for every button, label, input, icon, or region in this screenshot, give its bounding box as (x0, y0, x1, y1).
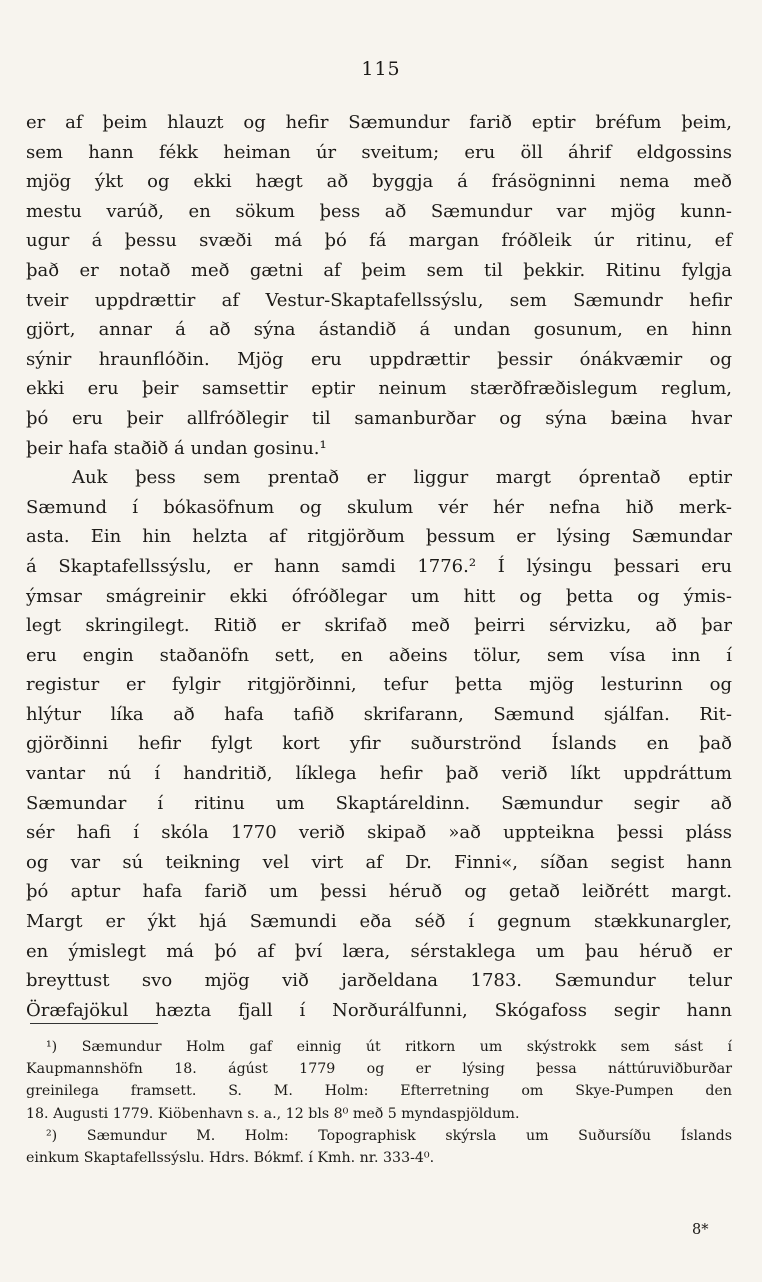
page-number: 115 (361, 58, 401, 80)
footnote-line: greinilega framsett. S. M. Holm: Efterretning om Skye-Pumpen den (26, 1083, 732, 1100)
text-line: þó eru þeir allfróðlegir til samanburðar og sýna bæina hvar (26, 407, 732, 429)
text-line: og var sú teikning vel virt af Dr. Finni«, síðan segist hann (26, 851, 732, 873)
text-line: Margt er ýkt hjá Sæmundi eða séð í gegnum stækkunargler, (26, 911, 732, 933)
footnote-divider (30, 1023, 158, 1024)
text-line: vantar nú í handritið, líklega hefir það verið líkt uppdráttum (26, 763, 732, 785)
printer-signature-mark: 8* (692, 1222, 709, 1238)
text-line: registur er fylgir ritgjörðinni, tefur þetta mjög lesturinn og (26, 674, 732, 696)
text-line: sem hann fékk heiman úr sveitum; eru öll áhrif eldgossins (26, 141, 732, 163)
footnote-line: ²) Sæmundur M. Holm: Topographisk skýrsla um Suðursíðu Íslands (46, 1127, 732, 1144)
text-line: Öræfajökul hæzta fjall í Norðurálfunni, Skógafoss segir hann (26, 999, 732, 1021)
text-line: breyttust svo mjög við jarðeldana 1783. Sæmundur telur (26, 970, 732, 992)
text-line: Sæmund í bókasöfnum og skulum vér hér nefna hið merk- (26, 496, 732, 518)
text-line: ekki eru þeir samsettir eptir neinum stærðfræðislegum reglum, (26, 378, 732, 400)
text-line: mestu varúð, en sökum þess að Sæmundur var mjög kunn- (26, 200, 732, 222)
footnote-line: ¹) Sæmundur Holm gaf einnig út ritkorn um skýstrokk sem sást í (46, 1039, 732, 1055)
text-line: ýmsar smágreinir ekki ófróðlegar um hitt og þetta og ýmis- (26, 585, 732, 607)
text-line: er af þeim hlauzt og hefir Sæmundur farið eptir bréfum þeim, (26, 112, 732, 133)
text-line: gjört, annar á að sýna ástandið á undan gosunum, en hinn (26, 319, 732, 341)
text-line: en ýmislegt má þó af því læra, sérstaklega um þau héruð er (26, 940, 732, 962)
text-line: Sæmundar í ritinu um Skaptáreldinn. Sæmundur segir að (26, 792, 732, 814)
text-line: það er notað með gætni af þeim sem til þekkir. Ritinu fylgja (26, 259, 732, 281)
text-line: Auk þess sem prentað er liggur margt óprentað eptir (72, 467, 732, 489)
text-line: gjörðinni hefir fylgt kort yfir suðurströnd Íslands en það (26, 733, 732, 755)
text-line: ugur á þessu svæði má þó fá margan fróðleik úr ritinu, ef (26, 230, 732, 252)
footnotes (26, 1036, 732, 1169)
text-line: á Skaptafellssýslu, er hann samdi 1776.² Í lýsingu þessari eru (26, 555, 732, 577)
text-line: hlýtur líka að hafa tafið skrifarann, Sæmund sjálfan. Rit- (26, 703, 732, 725)
text-line: sýnir hraunflóðin. Mjög eru uppdrættir þessir ónákvæmir og (26, 348, 732, 370)
text-line: sér hafi í skóla 1770 verið skipað »að uppteikna þessi pláss (26, 822, 732, 844)
footnote-line: Kaupmannshöfn 18. ágúst 1779 og er lýsing þessa náttúruviðburðar (26, 1061, 732, 1078)
text-line: þeir hafa staðið á undan gosinu.¹ (26, 437, 327, 459)
text-line: asta. Ein hin helzta af ritgjörðum þessum er lýsing Sæmundar (26, 526, 732, 548)
text-line: legt skringilegt. Ritið er skrifað með þeirri sérvizku, að þar (26, 615, 732, 637)
body-text (26, 108, 732, 1025)
text-line: tveir uppdrættir af Vestur-Skaptafellssýslu, sem Sæmundr hefir (26, 289, 732, 311)
text-line: mjög ýkt og ekki hægt að byggja á frásögninni nema með (26, 171, 732, 193)
text-line: þó aptur hafa farið um þessi héruð og getað leiðrétt margt. (26, 881, 732, 903)
text-line: eru engin staðanöfn sett, en aðeins tölur, sem vísa inn í (26, 644, 732, 666)
footnote-line: einkum Skaptafellssýslu. Hdrs. Bókmf. í Kmh. nr. 333-4⁰. (26, 1149, 435, 1166)
footnote-line: 18. Augusti 1779. Kiöbenhavn s. a., 12 bls 8⁰ með 5 myndaspjöldum. (26, 1105, 520, 1122)
